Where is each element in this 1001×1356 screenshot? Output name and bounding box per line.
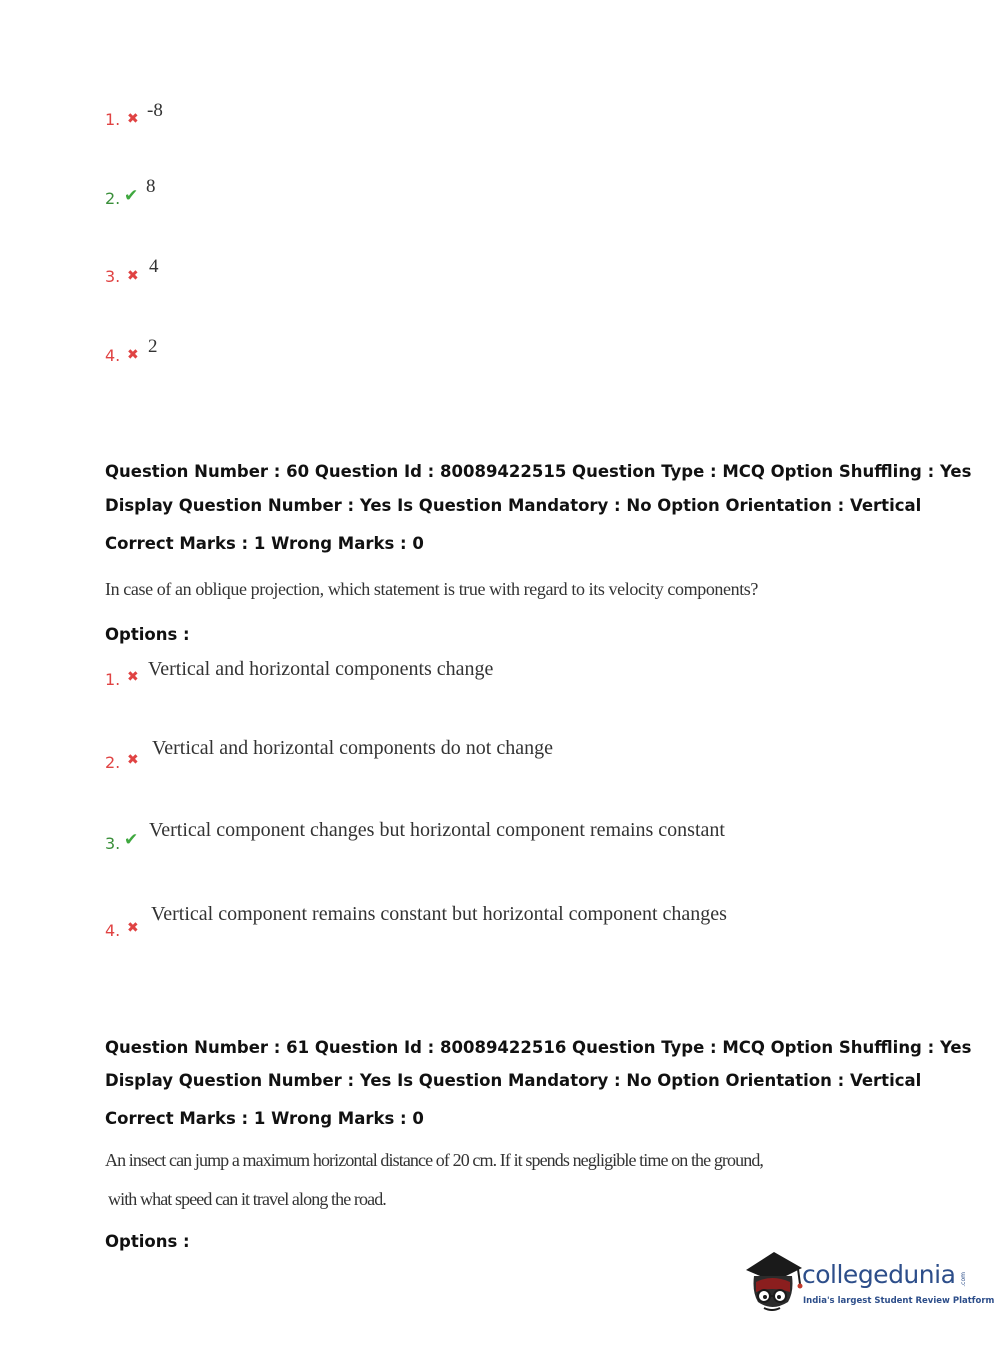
- option-text: 8: [146, 176, 156, 197]
- question-meta-line-2: Display Question Number : Yes Is Question Mandatory : No Option Orientation : Vertical: [105, 496, 922, 515]
- wrong-mark-icon: ✖: [127, 347, 139, 363]
- option-row: [105, 256, 305, 292]
- option-number: 1.: [105, 670, 121, 689]
- option-row: [105, 176, 305, 212]
- question-text-line-2: with what speed can it travel along the road.: [108, 1189, 386, 1209]
- question-text: In case of an oblique projection, which statement is true with regard to its velocity components?: [105, 579, 759, 599]
- logo-wordmark: collegedunia: [802, 1260, 956, 1289]
- wrong-mark-icon: ✖: [127, 111, 139, 127]
- option-row: [105, 903, 805, 939]
- collegedunia-logo: [742, 1248, 995, 1320]
- option-text: Vertical component remains constant but horizontal component changes: [151, 903, 727, 925]
- option-number: 4.: [105, 346, 121, 365]
- question-meta-line-3: Correct Marks : 1 Wrong Marks : 0: [105, 534, 424, 553]
- option-number: 2.: [105, 753, 121, 772]
- option-number: 3.: [105, 834, 121, 853]
- question-text-line-1: An insect can jump a maximum horizontal distance of 20 cm. If it spends negligible time on the ground,: [105, 1150, 764, 1170]
- options-label: Options :: [105, 625, 190, 644]
- wrong-mark-icon: ✖: [127, 752, 139, 768]
- question-meta-line-1: Question Number : 61 Question Id : 80089422516 Question Type : MCQ Option Shuffling : Yes: [105, 1038, 972, 1057]
- option-text: Vertical component changes but horizontal component remains constant: [149, 819, 725, 841]
- check-mark-icon: ✔: [124, 830, 139, 850]
- option-row: [105, 100, 305, 136]
- question-meta-line-3: Correct Marks : 1 Wrong Marks : 0: [105, 1109, 424, 1128]
- option-text: 4: [149, 256, 159, 277]
- option-text: 2: [148, 336, 158, 357]
- option-text: Vertical and horizontal components do not change: [152, 737, 553, 759]
- option-number: 1.: [105, 110, 121, 129]
- logo-tagline: India's largest Student Review Platform: [803, 1296, 995, 1306]
- question-meta-line-1: Question Number : 60 Question Id : 80089422515 Question Type : MCQ Option Shuffling : Yes: [105, 462, 972, 481]
- option-row: [105, 737, 805, 773]
- option-row: [105, 819, 805, 855]
- mascot-logo-icon: [742, 1248, 804, 1320]
- options-label: Options :: [105, 1232, 190, 1251]
- option-row: [105, 336, 305, 372]
- option-number: 4.: [105, 921, 121, 940]
- logo-suffix: .com: [960, 1272, 967, 1287]
- wrong-mark-icon: ✖: [127, 669, 139, 685]
- wrong-mark-icon: ✖: [127, 268, 139, 284]
- option-text: Vertical and horizontal components change: [148, 658, 494, 680]
- option-row: [105, 658, 805, 694]
- option-number: 3.: [105, 267, 121, 286]
- option-text: -8: [147, 100, 163, 121]
- question-meta-line-2: Display Question Number : Yes Is Question Mandatory : No Option Orientation : Vertical: [105, 1071, 922, 1090]
- check-mark-icon: ✔: [124, 186, 139, 206]
- wrong-mark-icon: ✖: [127, 920, 139, 936]
- option-number: 2.: [105, 189, 121, 208]
